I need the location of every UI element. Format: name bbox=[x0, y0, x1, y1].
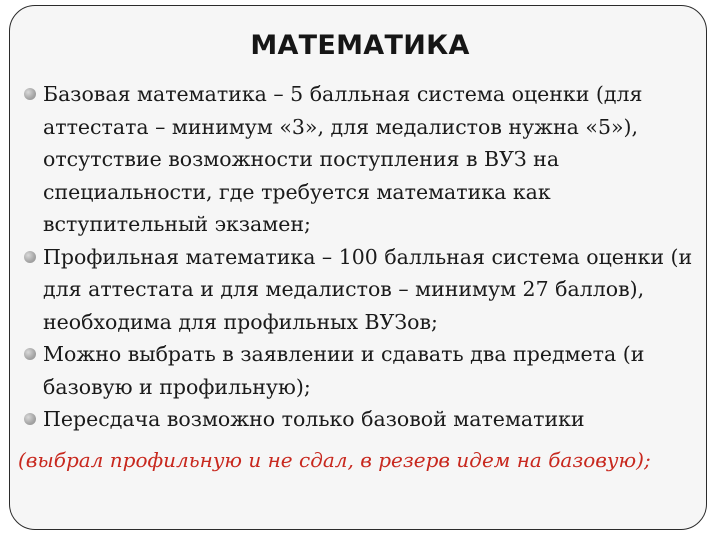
bullet-dot-icon bbox=[24, 348, 36, 360]
bullet-text: Можно выбрать в заявлении и сдавать два предмета (и базовую и профильную); bbox=[43, 342, 645, 399]
bullet-item-profile-math bbox=[22, 241, 698, 339]
bullet-dot-icon bbox=[24, 413, 36, 425]
bullet-item-retake bbox=[22, 403, 698, 436]
bullet-text: Базовая математика – 5 балльная система оценки (для аттестата – минимум «3», для медалистов нужна «5»), отсутствие возможности поступления в ВУЗ на специальности, где требуется математика как вступительный экзамен; bbox=[43, 82, 643, 236]
slide-title: МАТЕМАТИКА bbox=[250, 30, 470, 61]
red-italic-note: (выбрал профильную и не сдал, в резерв идем на базовую); bbox=[18, 448, 651, 472]
bullet-item-base-math bbox=[22, 78, 698, 241]
bullet-item-choose-both bbox=[22, 338, 698, 403]
bullet-text: Пересдача возможно только базовой математики bbox=[43, 407, 585, 431]
bullet-text: Профильная математика – 100 балльная система оценки (и для аттестата и для медалистов – минимум 27 баллов), необходима для профильных ВУЗов; bbox=[43, 244, 693, 334]
bullet-dot-icon bbox=[24, 251, 36, 263]
bullet-dot-icon bbox=[24, 88, 36, 100]
bullet-list bbox=[22, 78, 698, 436]
